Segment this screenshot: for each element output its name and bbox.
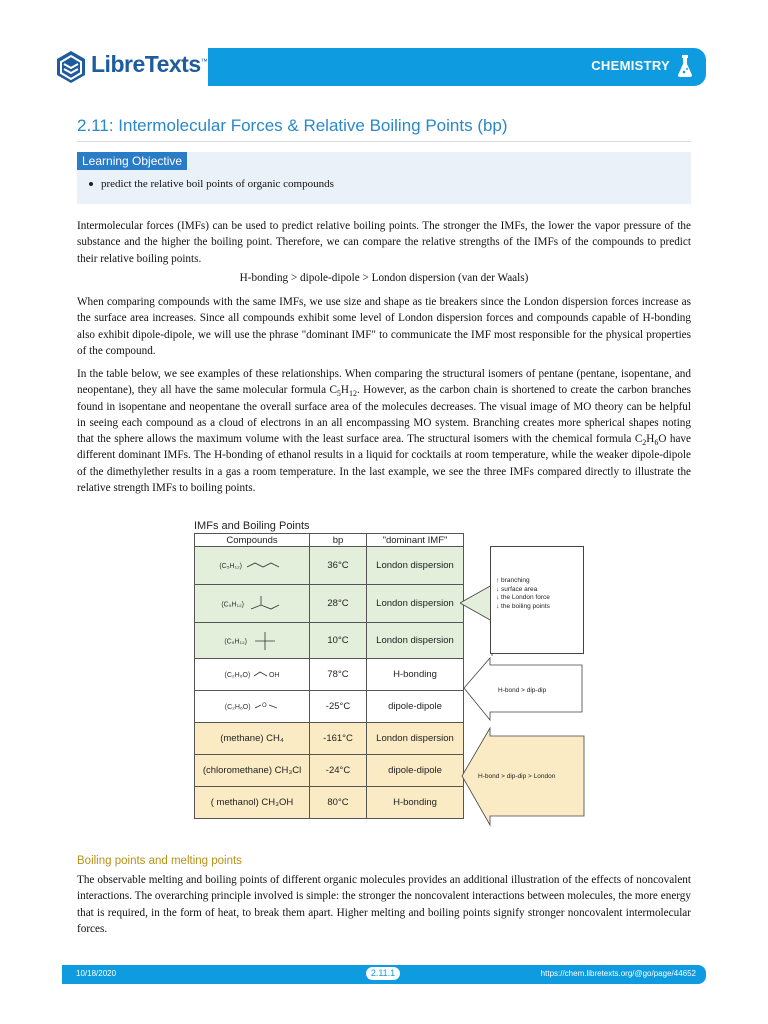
- imf-cell: H-bonding: [367, 787, 464, 819]
- compound-cell: (C₂H₆O) OH: [195, 659, 310, 691]
- imf-cell: dipole-dipole: [367, 755, 464, 787]
- footer-page-number[interactable]: 2.11.1: [366, 967, 400, 980]
- paragraph-3: In the table below, we see examples of these relationships. When comparing the structural isomers of pentane (pentane, isopentane, and neopentane), they all have the same molecular formula $C_5H_{12}$. However, as the carbon chain is shortened to create the carbon branches found in isopentane and neopentane the overall surface area of the molecules decreases. The visual image of MO theory can be helpful in seeing each compound as a cloud of electrons in an all encompassing MO system. Branching creates more spherical shapes noting that the sphere allows the maximum volume with the least surface area. The structural isomers with the chemical formula $C_2H_6O$ have different dominant IMFs. The H-bonding of ethanol results in a liquid for cocktails at room temperature, while the weaker dipole-dipole of the dimethylether results in a gas a room temperature. In the last example, we see the three IMFs compared directly to illustrate the relative strength IMFs to boiling points.: [77, 368, 691, 495]
- logo-wordmark: LibreTexts™: [91, 51, 208, 77]
- footer-date: 10/18/2020: [76, 969, 117, 978]
- annotation-hbond-dipole: H-bond > dip-dip: [498, 687, 547, 694]
- imf-cell: dipole-dipole: [367, 691, 464, 723]
- table-row: [195, 755, 464, 787]
- learning-objective-box: [77, 152, 691, 204]
- ethanol-structure-icon: [253, 669, 269, 679]
- bp-cell: -25°C: [310, 691, 367, 723]
- ether-o-label: O: [262, 703, 267, 710]
- page-header: [0, 0, 768, 100]
- libretexts-hex-icon: [54, 50, 88, 84]
- paragraph-1: Intermolecular forces (IMFs) can be used to predict relative boiling points. The stronger the IMFs, the lower the vapor pressure of the substance and the higher the boiling point. Therefore, we can compare the relative strengths of the IMFs of the compounds to predict their relative boiling points.: [77, 220, 691, 265]
- neopentane-structure-icon: [250, 630, 280, 652]
- compound-cell: ( methanol) CH₃OH: [195, 787, 310, 819]
- compound-cell: (methane) CH₄: [195, 723, 310, 755]
- imf-cell: H-bonding: [367, 659, 464, 691]
- table-row: [195, 547, 464, 585]
- bp-cell: 80°C: [310, 787, 367, 819]
- libretexts-logo[interactable]: [54, 48, 208, 88]
- imf-cell: London dispersion: [367, 585, 464, 623]
- compound-cell: (C₅H₁₂): [195, 547, 310, 585]
- learning-objective-heading: Learning Objective: [77, 152, 187, 170]
- compound-cell: (C₅H₁₂): [195, 585, 310, 623]
- header-imf: "dominant IMF": [367, 534, 464, 547]
- bp-cell: 36°C: [310, 547, 367, 585]
- paragraph-2: When comparing compounds with the same IMFs, we use size and shape as tie breakers since the London dispersion forces increase as the surface area increases. Since all compounds exhibit some level of London dispersion forces and compounds capable of H-bonding also exhibit dipole-dipole, we will use the phrase "dominant IMF" to communicate the IMF most responsible for the physical properties of the compound.: [77, 296, 691, 357]
- table-row: [195, 723, 464, 755]
- imf-cell: London dispersion: [367, 547, 464, 585]
- table-row: [195, 659, 464, 691]
- table-row: [195, 585, 464, 623]
- footer-url-link[interactable]: https://chem.libretexts.org/@go/page/44652: [540, 969, 696, 978]
- paragraph-4: The observable melting and boiling points of different organic molecules provides an additional illustration of the effects of noncovalent interactions. The overarching principle involved is simple: the stronger the noncovalent interactions between molecules, the more energy that is required, in the form of heat, to break them apart. Higher melting and boiling points signify stronger noncovalent intermolecular forces.: [77, 874, 691, 935]
- compound-cell: (C₂H₆O) O: [195, 691, 310, 723]
- imf-order: H-bonding > dipole-dipole > London dispersion (van der Waals): [239, 272, 529, 284]
- header-bp: bp: [310, 534, 367, 547]
- table-row: [195, 623, 464, 659]
- annotation-branching-text: ↑ branching ↓ surface area ↓ the London force ↓ the boiling points: [496, 577, 550, 610]
- table-row: [195, 691, 464, 723]
- imf-cell: London dispersion: [367, 623, 464, 659]
- oh-label: OH: [268, 672, 280, 679]
- learning-objective-item: predict the relative boil points of organic compounds: [89, 178, 334, 190]
- header-compounds: Compounds: [195, 534, 310, 547]
- arrow-1: [460, 550, 492, 656]
- subject-bar[interactable]: [208, 48, 706, 86]
- dimethylether-structure-icon: [253, 701, 279, 711]
- imf-table: [194, 533, 464, 819]
- page-footer: [62, 965, 706, 984]
- page-title: 2.11: Intermolecular Forces & Relative Boiling Points (bp): [77, 116, 691, 142]
- bp-cell: 28°C: [310, 585, 367, 623]
- pentane-structure-icon: [245, 560, 285, 570]
- bp-cell: 10°C: [310, 623, 367, 659]
- compound-cell: (C₅H₁₂): [195, 623, 310, 659]
- section-heading: Boiling points and melting points: [77, 855, 242, 867]
- imf-cell: London dispersion: [367, 723, 464, 755]
- annotation-hbond-dipole-london: H-bond > dip-dip > London: [478, 773, 556, 780]
- bullet-icon: [89, 182, 93, 186]
- table-header-row: [195, 534, 464, 547]
- subject-label: CHEMISTRY: [591, 58, 670, 73]
- isopentane-structure-icon: [247, 594, 283, 614]
- bp-cell: -161°C: [310, 723, 367, 755]
- table-title: IMFs and Boiling Points: [194, 520, 310, 532]
- compound-cell: (chloromethane) CH₃Cl: [195, 755, 310, 787]
- bp-cell: 78°C: [310, 659, 367, 691]
- table-row: [195, 787, 464, 819]
- bp-cell: -24°C: [310, 755, 367, 787]
- flask-icon: [676, 54, 694, 78]
